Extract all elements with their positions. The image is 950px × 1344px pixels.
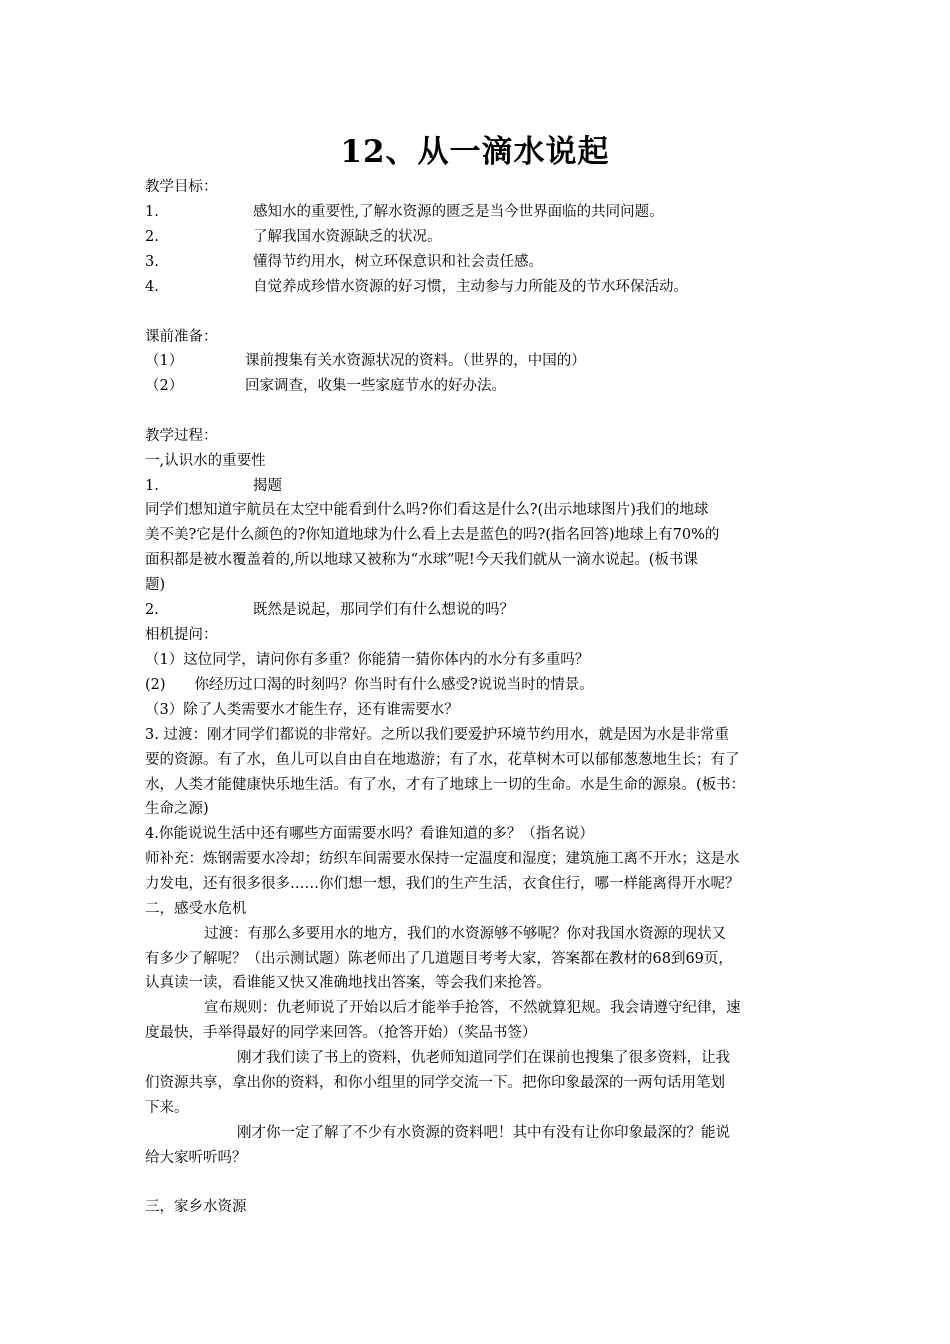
objective-number: 1. [145,204,159,220]
item-text: 既然是说起，那同学们有什么想说的吗？ [253,602,514,618]
preparation-item-1 [145,352,586,370]
section-heading-3: 三，家乡水资源 [145,1199,247,1215]
objective-text: 懂得节约用水，树立环保意识和社会责任感。 [253,254,543,270]
paragraph-line: 美不美?它是什么颜色的?你知道地球为什么看上去是蓝色的吗?(指名回答)地球上有70%的 [145,527,720,543]
section-heading-2: 二，感受水危机 [145,901,247,917]
preparation-number: （2） [145,378,184,394]
paragraph-line: 度最快，手举得最好的同学来回答。（抢答开始）（奖品书签） [145,1025,537,1041]
process-heading: 教学过程： [145,428,218,444]
objective-number: 2. [145,229,159,245]
preparation-item-2 [145,377,506,395]
process-item-2 [145,601,514,619]
paragraph-line: 过渡：有那么多要用水的地方，我们的水资源够不够呢？你对我国水资源的现状又 [204,926,726,942]
paragraph-line: 4.你能说说生活中还有哪些方面需要水吗？看谁知道的多？（指名说） [145,826,594,842]
question-line: （1）这位同学，请问你有多重？你能猜一猜你体内的水分有多重吗？ [145,652,590,668]
objective-text: 感知水的重要性,了解水资源的匮乏是当今世界面临的共同问题。 [253,204,664,220]
paragraph-line: 刚才我们读了书上的资料，仇老师知道同学们在课前也搜集了很多资料，让我 [237,1050,730,1066]
preparation-number: （1） [145,353,184,369]
question-line: （3）除了人类需要水才能生存，还有谁需要水？ [145,702,459,718]
paragraph-line: 3. 过渡：刚才同学们都说的非常好。之所以我们要爱护环境节约用水，就是因为水是非常重 [145,727,729,743]
paragraph-line: 力发电，还有很多很多……你们想一想，我们的生产生活，衣食住行，哪一样能离得开水呢？ [145,876,740,892]
paragraph-line: 要的资源。有了水，鱼儿可以自由自在地遨游；有了水，花草树木可以郁郁葱葱地生长；有了 [145,752,740,768]
objective-item-3 [145,253,543,271]
objective-number: 4. [145,279,159,295]
paragraph-line: 面积都是被水覆盖着的,所以地球又被称为“水球”呢!今天我们就从一滴水说起。(板书课 [145,552,698,568]
paragraph-line: 给大家听听吗？ [145,1150,247,1166]
paragraph-line: 题) [145,577,166,593]
paragraph-line: 下来。 [145,1100,189,1116]
paragraph-line: 有多少了解呢？（出示测试题）陈老师出了几道题目考考大家，答案都在教材的68到69页， [145,951,733,967]
objective-item-1 [145,203,664,221]
paragraph-line: 刚才你一定了解了不少有水资源的资料吧！其中有没有让你印象最深的？能说 [237,1125,730,1141]
objective-text: 了解我国水资源缺乏的状况。 [253,229,442,245]
item-text: 揭题 [253,478,282,494]
objective-item-2 [145,228,442,246]
preparation-heading: 课前准备： [145,329,218,345]
preparation-text: 回家调查，收集一些家庭节水的好办法。 [245,378,506,394]
objective-number: 3. [145,254,159,270]
preparation-text: 课前搜集有关水资源状况的资料。（世界的，中国的） [245,353,586,369]
process-item-1 [145,477,282,495]
objective-item-4 [145,278,688,296]
camera-question-heading: 相机提问： [145,627,218,643]
item-number: 1. [145,478,159,494]
section-heading-1: 一,认识水的重要性 [145,453,266,469]
question-line: (2) 你经历过口渴的时刻吗？你当时有什么感受?说说当时的情景。 [145,677,594,693]
paragraph-line: 生命之源) [145,801,209,817]
objectives-heading: 教学目标： [145,179,218,195]
objective-text: 自觉养成珍惜水资源的好习惯，主动参与力所能及的节水环保活动。 [253,279,688,295]
document-title: 12、从一滴水说起 [340,134,610,170]
paragraph-line: 宣布规则：仇老师说了开始以后才能举手抢答，不然就算犯规。我会请遵守纪律，速 [204,1000,741,1016]
item-number: 2. [145,602,159,618]
paragraph-line: 认真读一读，看谁能又快又准确地找出答案，等会我们来抢答。 [145,975,551,991]
paragraph-line: 同学们想知道宇航员在太空中能看到什么吗?你们看这是什么?(出示地球图片)我们的地球 [145,502,709,518]
paragraph-line: 水，人类才能健康快乐地生活。有了水，才有了地球上一切的生命。水是生命的源泉。(板书： [145,777,746,793]
paragraph-line: 师补充：炼钢需要水冷却；纺织车间需要水保持一定温度和湿度；建筑施工离不开水；这是水 [145,851,740,867]
paragraph-line: 们资源共享，拿出你的资料，和你小组里的同学交流一下。把你印象最深的一两句话用笔划 [145,1075,725,1091]
